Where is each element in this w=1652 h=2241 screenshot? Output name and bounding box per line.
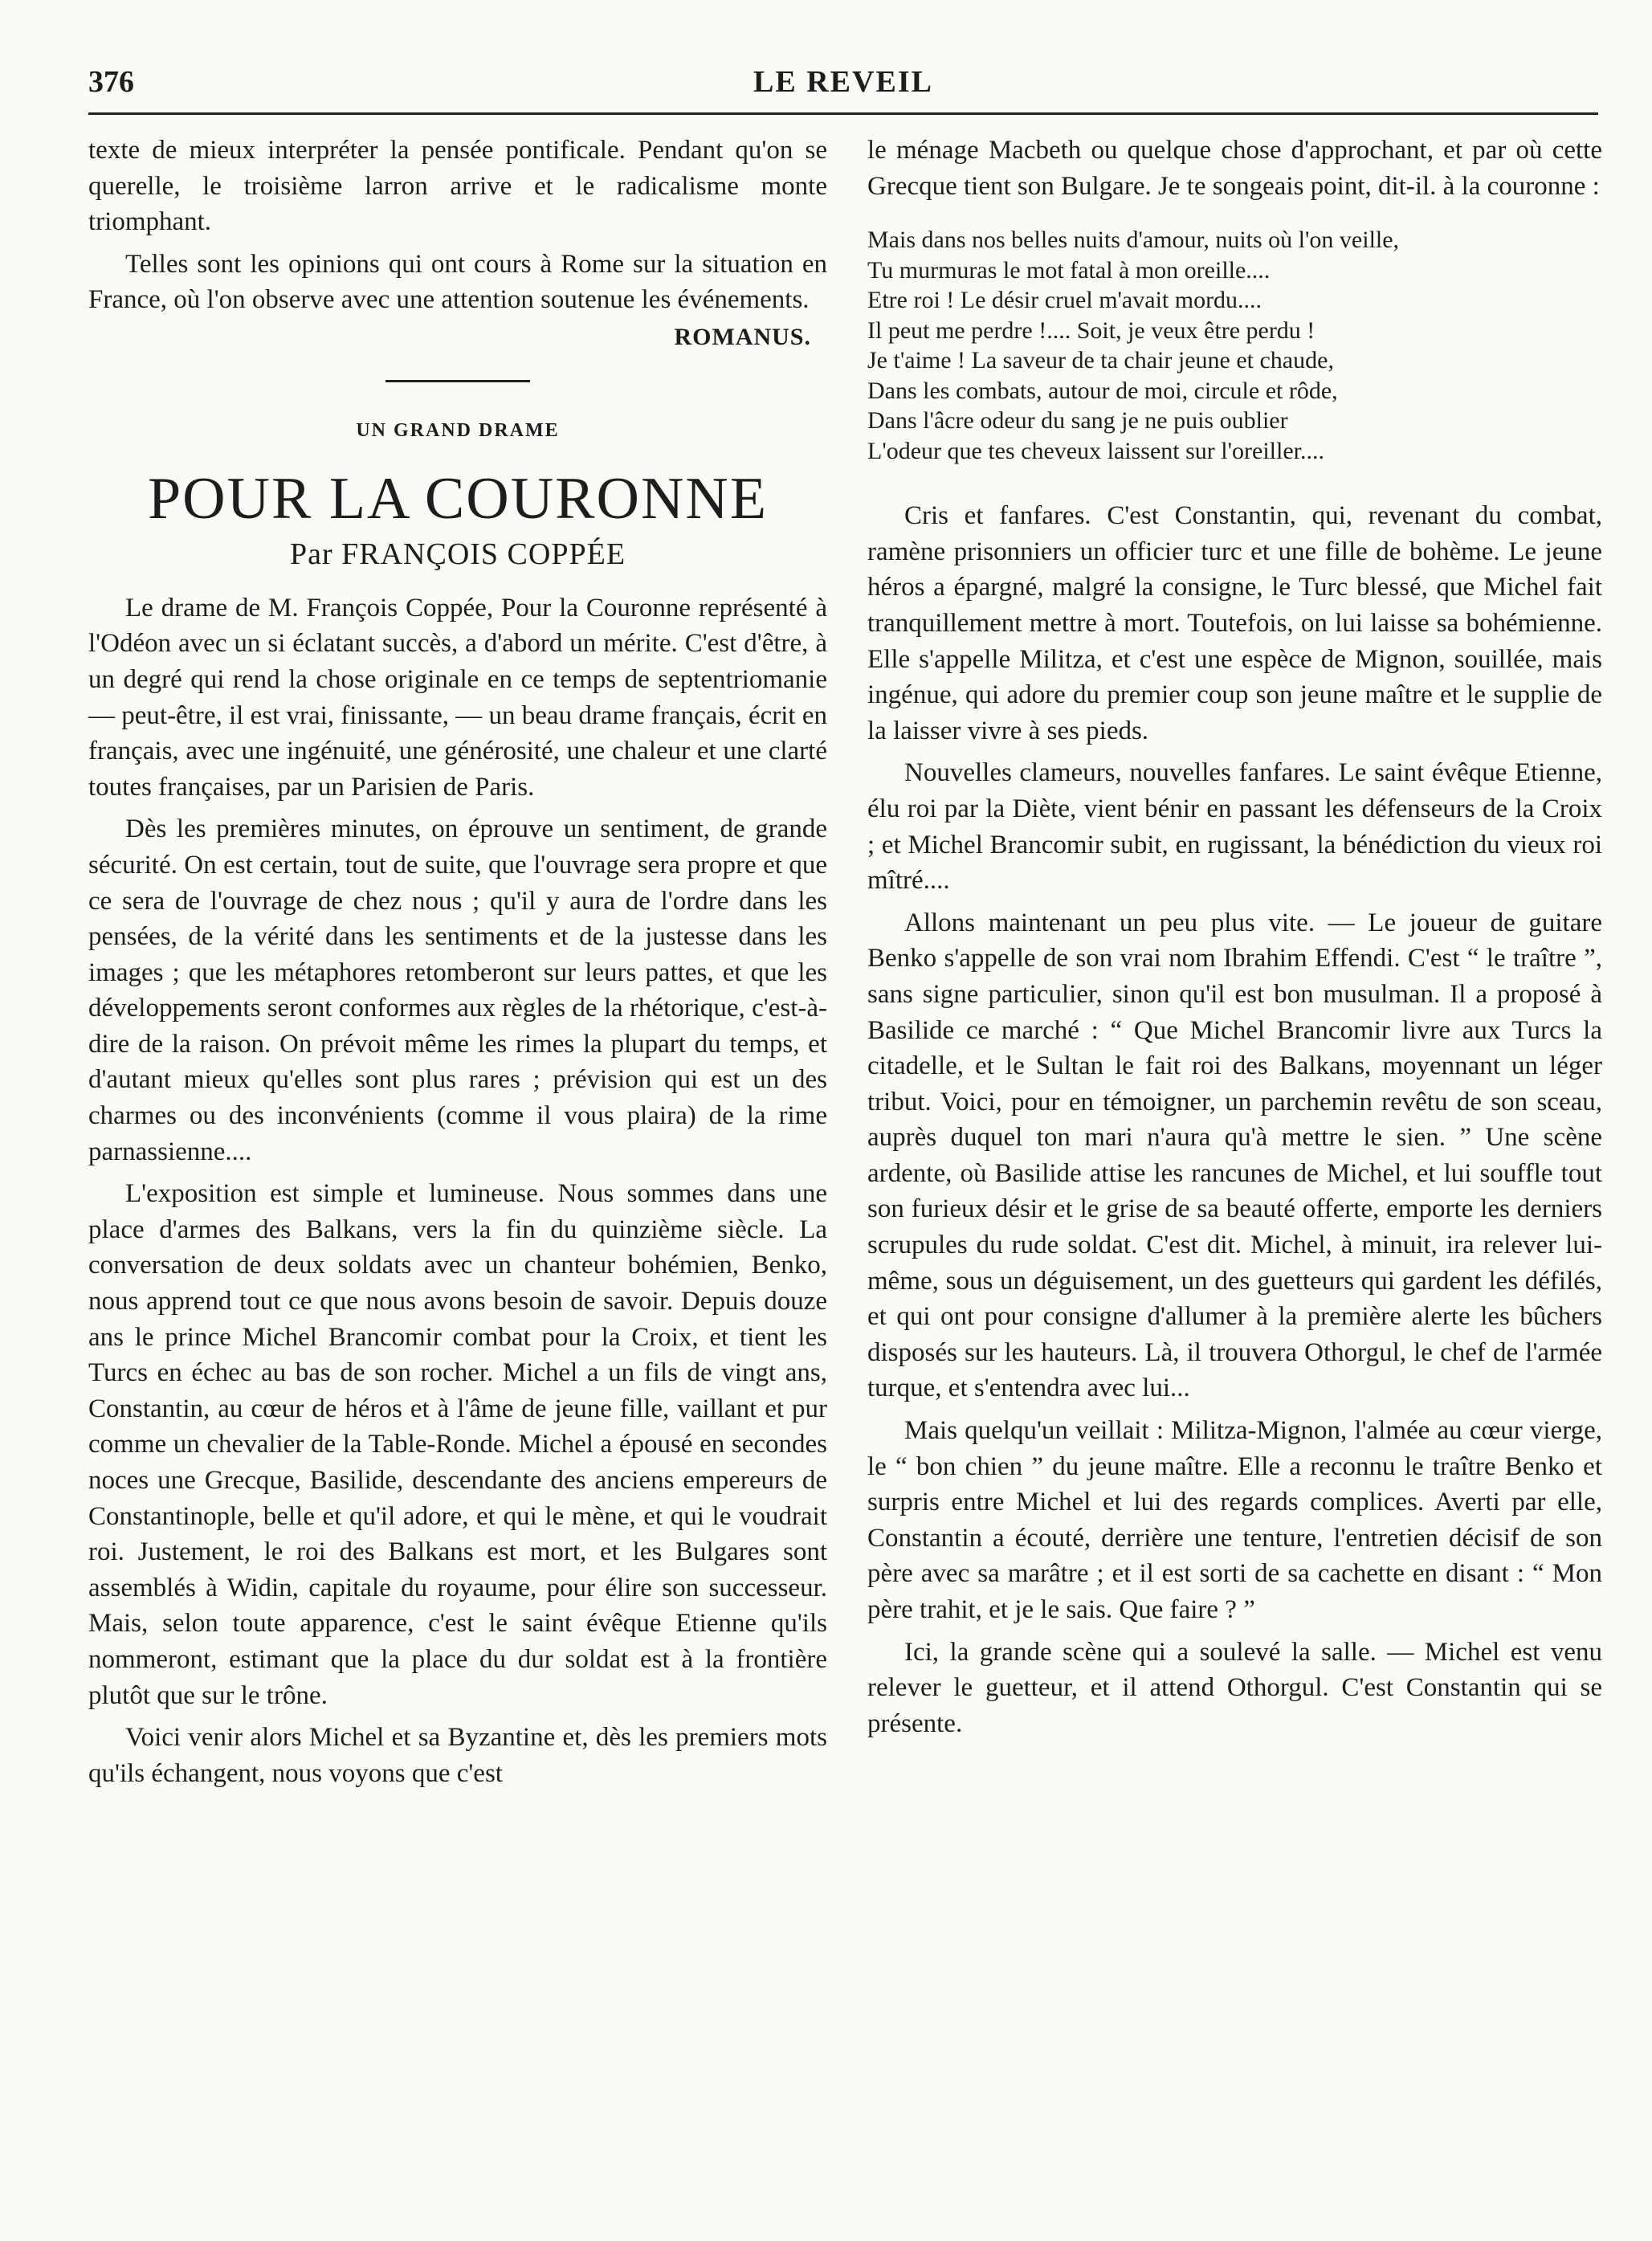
journal-title: LE REVEIL [753, 65, 933, 99]
paragraph: Telles sont les opinions qui ont cours à Rome sur la situation en France, où l'on observe avec une attention soutenue les événements. [88, 249, 827, 315]
verse-line: Il peut me perdre !.... Soit, je veux être perdu ! [867, 316, 1315, 344]
paragraph: Voici venir alors Michel et sa Byzantine et, dès les premiers mots qu'ils échangent, nous voyons que c'est [88, 1723, 827, 1788]
separator-rule [385, 380, 530, 382]
verse-line: Etre roi ! Le désir cruel m'avait mordu.... [867, 287, 1262, 314]
verse-block [867, 225, 1602, 466]
paragraph: Ici, la grande scène qui a soulevé la salle. — Michel est venu relever le guetteur, et il attend Othorgul. C'est Constantin qui se présente. [867, 1637, 1602, 1738]
page-number: 376 [88, 65, 134, 99]
paragraph: texte de mieux interpréter la pensée pontificale. Pendant qu'on se querelle, le troisième larron arrive et le radicalisme monte triomphant. [88, 136, 827, 237]
verse-line: Dans l'âcre odeur du sang je ne puis oublier [867, 407, 1288, 435]
page-header [88, 64, 1598, 112]
signature: ROMANUS. [674, 323, 811, 350]
byline: Par FRANÇOIS COPPÉE [289, 537, 626, 572]
paragraph: L'exposition est simple et lumineuse. Nous sommes dans une place d'armes des Balkans, vers la fin du quinzième siècle. La conversation de deux soldats avec un chanteur bohémien, Benko, nous apprend tout ce que nous avons besoin de savoir. Depuis douze ans le prince Michel Brancomir combat pour la Croix, et tient les Turcs en échec au bas de son rocher. Michel a un fils de vingt ans, Constantin, au cœur de héros et à l'âme de jeune fille, vaillant et pur comme un chevalier de la Table-Ronde. Michel a épousé en secondes noces une Grecque, Basilide, descendante des anciens empereurs de Constantinople, belle et qu'il adore, et qui le mène, et qui le voudrait roi. Justement, le roi des Balkans est mort, et les Bulgares sont assemblés à Widin, capitale du royaume, pour élire son successeur. Mais, selon toute apparence, c'est le saint évêque Etienne qu'ils nommeront, estimant que la place du dur soldat est à la frontière plutôt que sur le trône. [88, 1179, 827, 1710]
paragraph: Cris et fanfares. C'est Constantin, qui, revenant du combat, ramène prisonniers un officier turc et une fille de bohème. Le jeune héros a épargné, malgré la consigne, le Turc blessé, que Michel fait tranquillement mettre à mort. Toutefois, on lui laisse sa bohémienne. Elle s'appelle Militza, et c'est une espèce de Mignon, souillée, mais ingénue, qui adore du premier coup son jeune maître et le supplie de la laisser vivre à ses pieds. [867, 501, 1602, 745]
section-kicker: UN GRAND DRAME [356, 419, 560, 441]
paragraph: Nouvelles clameurs, nouvelles fanfares. Le saint évêque Etienne, élu roi par la Diète, vient bénir en passant les défenseurs de la Croix ; et Michel Brancomir subit, en rugissant, la bénédiction du vieux roi mîtré.... [867, 758, 1602, 896]
verse-line: L'odeur que tes cheveux laissent sur l'oreiller.... [867, 437, 1324, 464]
paragraph: Le drame de M. François Coppée, Pour la Couronne représenté à l'Odéon avec un si éclatant succès, a d'abord un mérite. C'est d'être, à un degré qui rend la chose originale en ce temps de septentriomanie — peut-être, il est vrai, finissante, — un beau drame français, écrit en français, avec une ingénuité, une générosité, une chaleur et une clarté toutes françaises, par un Parisien de Paris. [88, 593, 827, 802]
paragraph: Dès les premières minutes, on éprouve un sentiment, de grande sécurité. On est certain, tout de suite, que l'ouvrage sera propre et que ce sera de l'ouvrage de chez nous ; qu'il y aura de l'ordre dans les pensées, de la vérité dans les sentiments et de la justesse dans les images ; que les métaphores retomberont sur leurs pattes, et que les développements seront conformes aux règles de la rhétorique, c'est-à-dire de la raison. On prévoit même les rimes la plupart du temps, et d'autant mieux qu'elles sont plus rares ; prévision qui est un des charmes ou des inconvénients (comme il vous plaira) de la rime parnassienne.... [88, 814, 827, 1166]
article-title: POUR LA COURONNE [147, 466, 769, 533]
paragraph: le ménage Macbeth ou quelque chose d'approchant, et par où cette Grecque tient son Bulgare. Je te songeais point, dit-il. à la couronne : [867, 136, 1602, 201]
paragraph: Allons maintenant un peu plus vite. — Le joueur de guitare Benko s'appelle de son vrai nom Ibrahim Effendi. C'est “ le traître ”, sans signe particulier, sinon qu'il est bon musulman. Il a proposé à Basilide ce marché : “ Que Michel Brancomir livre aux Turcs la citadelle, et le Sultan le fait roi des Balkans, moyennant un léger tribut. Voici, pour en témoigner, un parchemin revêtu de son sceau, auprès duquel ton mari n'aura qu'à mettre le sien. ” Une scène ardente, où Basilide attise les rancunes de Michel, et lui souffle tout son furieux désir et le grise de sa beauté offerte, emporte les derniers scrupules du rude soldat. C'est dit. Michel, à minuit, ira relever lui-même, sous un déguisement, un des guetteurs qui gardent les défilés, et qui ont pour consigne d'allumer à la première alerte les bûchers disposés sur les hauteurs. Là, il trouvera Othorgul, le chef de l'armée turque, et s'entendra avec lui... [867, 908, 1602, 1403]
header-rule [88, 112, 1598, 115]
left-column [88, 133, 827, 1791]
verse-line: Tu murmuras le mot fatal à mon oreille.... [867, 256, 1271, 284]
verse-line: Dans les combats, autour de moi, circule et rôde, [867, 377, 1338, 404]
paragraph: Mais quelqu'un veillait : Militza-Mignon, l'almée au cœur vierge, le “ bon chien ” du jeune maître. Elle a reconnu le traître Benko et surpris entre Michel et lui des regards complices. Averti par elle, Constantin a écouté, derrière une tenture, l'entretien décisif de son père avec sa marâtre ; et il est sorti de sa cachette en disant : “ Mon père trahit, et je le sais. Que faire ? ” [867, 1416, 1602, 1624]
verse-line: Mais dans nos belles nuits d'amour, nuits où l'on veille, [867, 227, 1400, 254]
verse-line: Je t'aime ! La saveur de ta chair jeune et chaude, [867, 347, 1334, 374]
right-column [867, 133, 1602, 1741]
